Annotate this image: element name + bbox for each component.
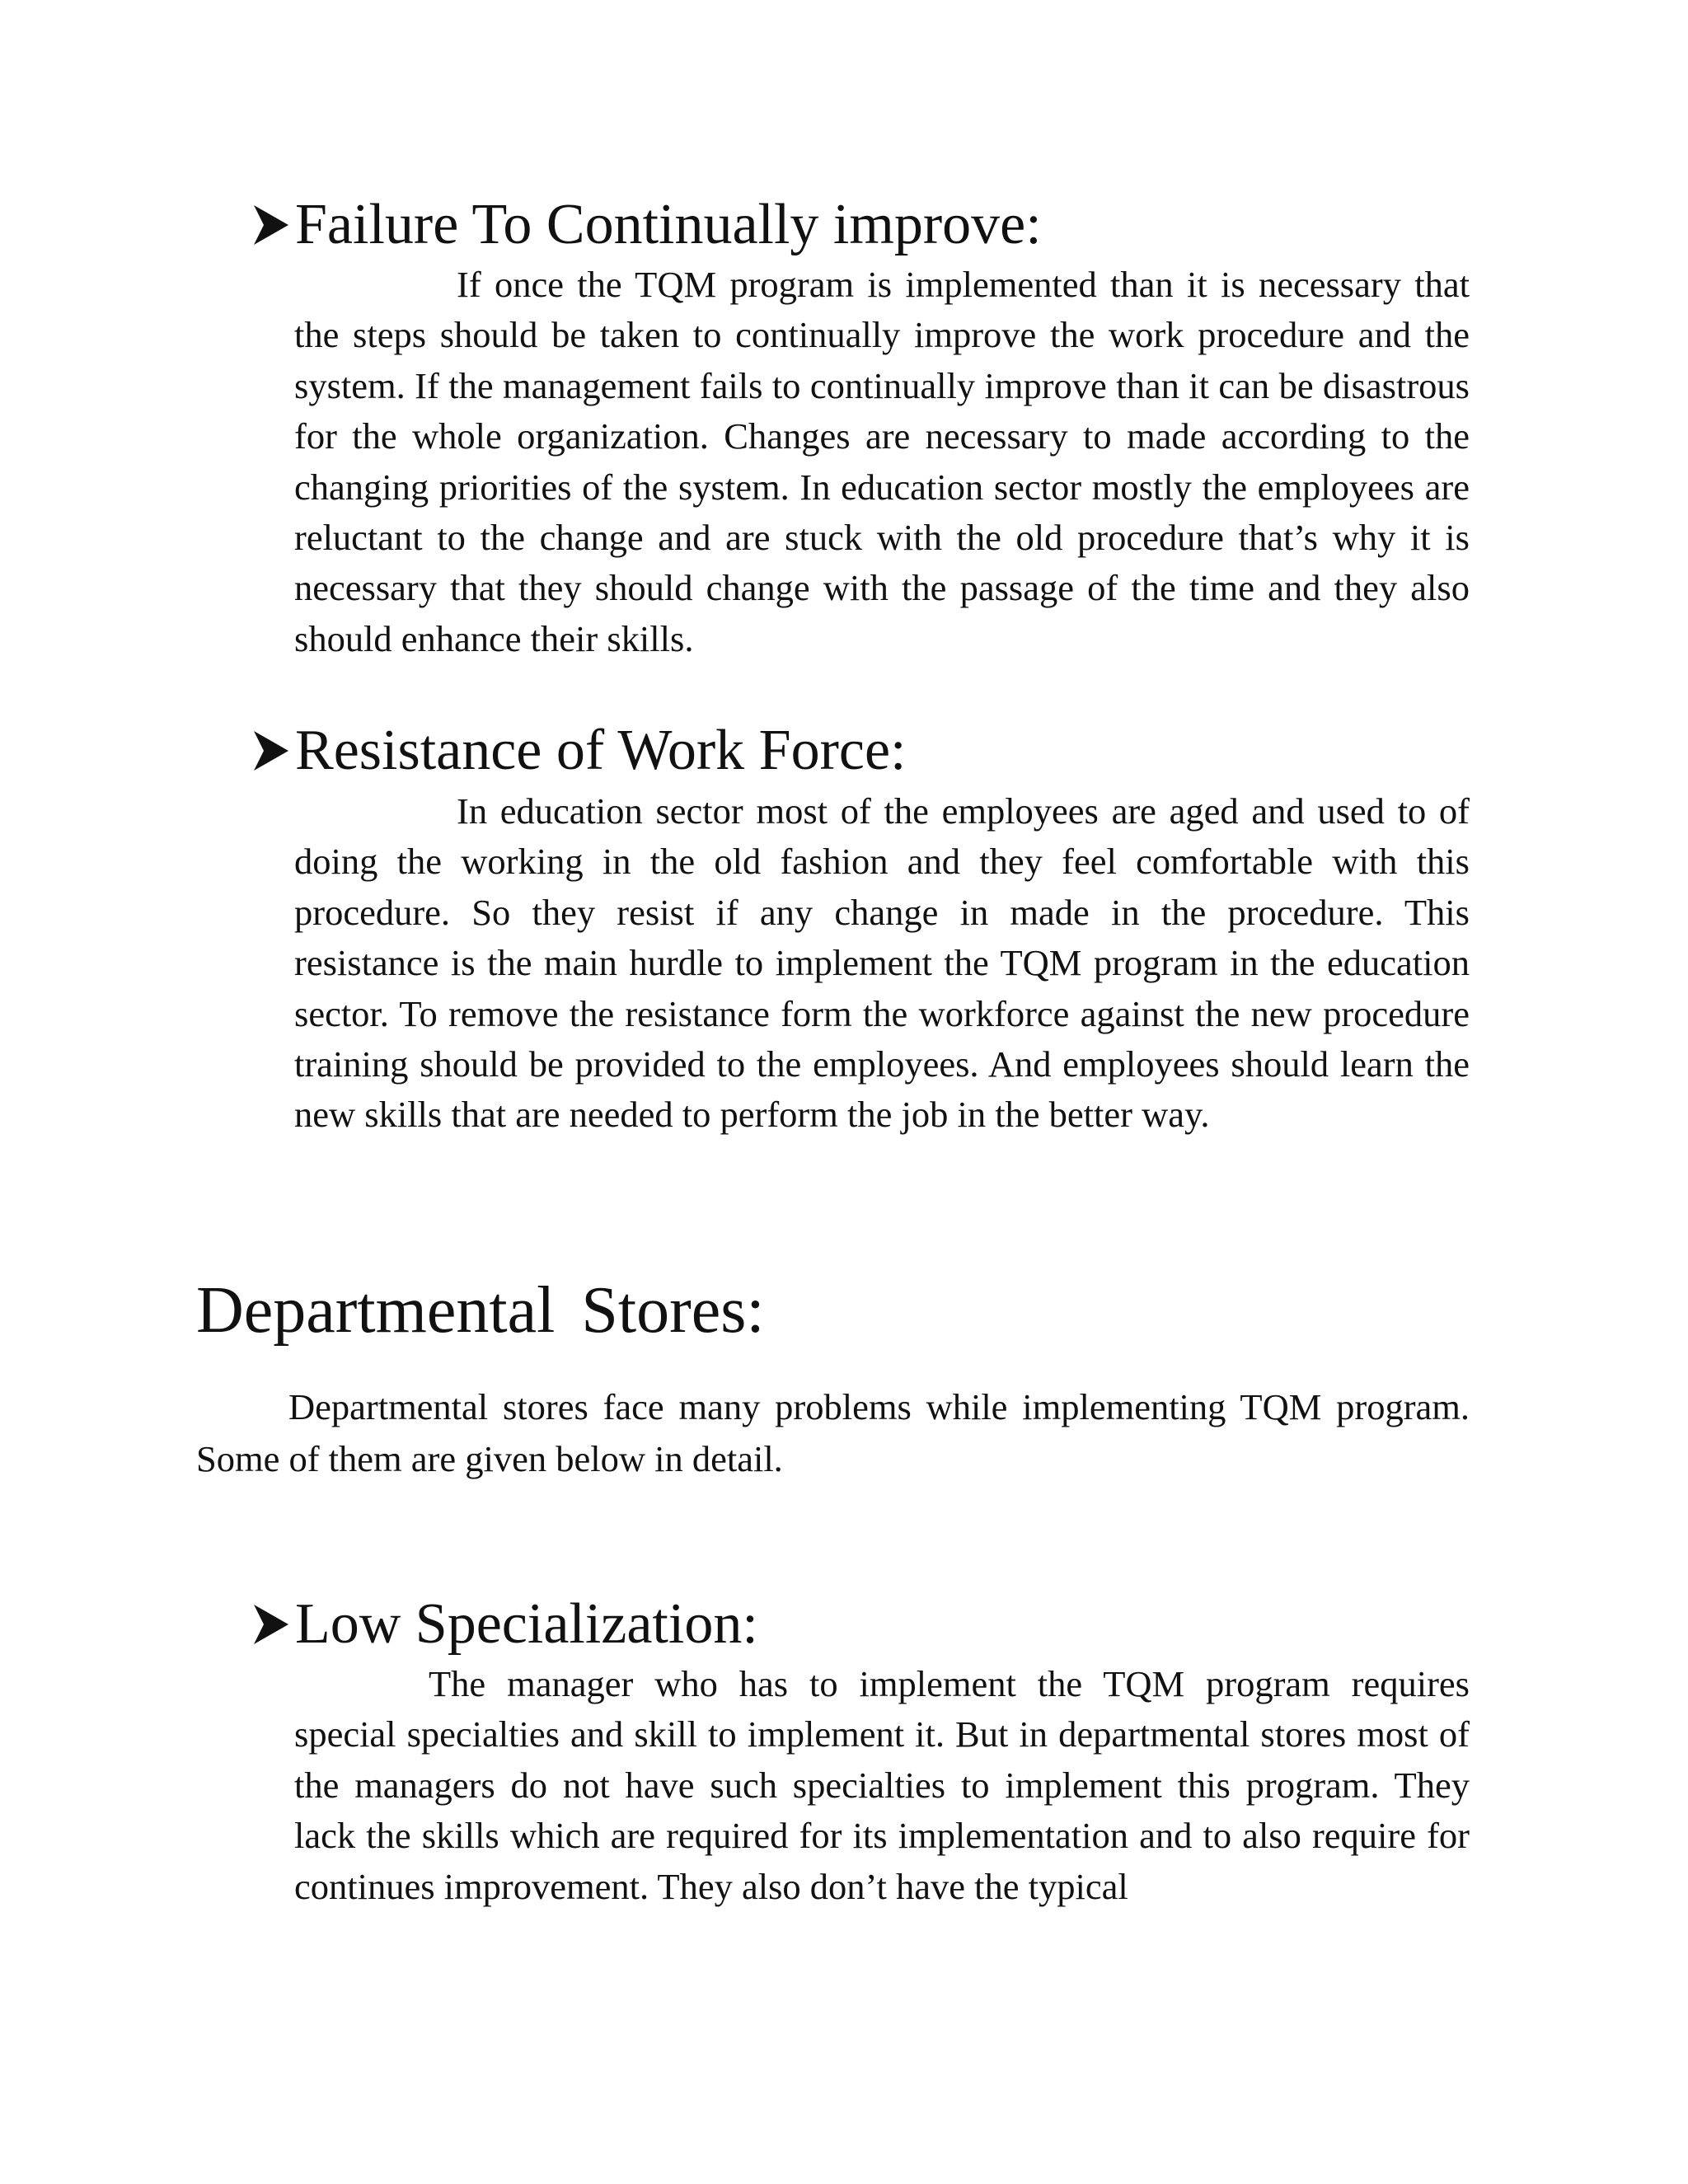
paragraph-departmental-intro: Departmental stores face many problems while implementing TQM program. Some of them are given below in detail. <box>196 1386 1470 1479</box>
section-title-departmental: Departmental Stores: <box>196 1274 765 1347</box>
heading-text: Low Specialization: <box>295 1592 758 1656</box>
paragraph-failure: If once the TQM program is implemented than it is necessary that the steps should be taken to continually improve the work procedure and the system. If the management fails to continually improve than it can be disastrous for the whole organization. Changes are necessary to made according to the changing priorities of the system. In education sector mostly the employees are reluctant to the change and are stuck with the old procedure that’s why it is necessary that they should change with the passage of the time and they also should enhance their skills. <box>294 264 1470 659</box>
arrowhead-bullet-icon <box>247 726 295 776</box>
heading-text: Failure To Continually improve: <box>295 193 1042 256</box>
arrowhead-bullet-icon <box>247 200 295 250</box>
paragraph-resistance: In education sector most of the employees are aged and used to of doing the working in the old fashion and they feel comfortable with this procedure. So they resist if any change in made in the procedure. This resistance is the main hurdle to implement the TQM program in the education sector. To remove the resistance form the workforce against the new procedure training should be provided to the employees. And employees should learn the new skills that are needed to perform the job in the better way. <box>294 790 1470 1136</box>
section-heading-low-specialization <box>247 1592 758 1656</box>
heading-text: Resistance of Work Force: <box>295 719 907 782</box>
section-heading-failure <box>247 193 1042 256</box>
section-heading-resistance <box>247 719 907 782</box>
arrowhead-bullet-icon <box>247 1600 295 1649</box>
paragraph-low-specialization: The manager who has to implement the TQM program requires special specialties and skill to implement it. But in departmental stores most of the managers do not have such specialties to implement this program. They lack the skills which are required for its implementation and to also require for continues improvement. They also don’t have the typical <box>294 1663 1470 1907</box>
